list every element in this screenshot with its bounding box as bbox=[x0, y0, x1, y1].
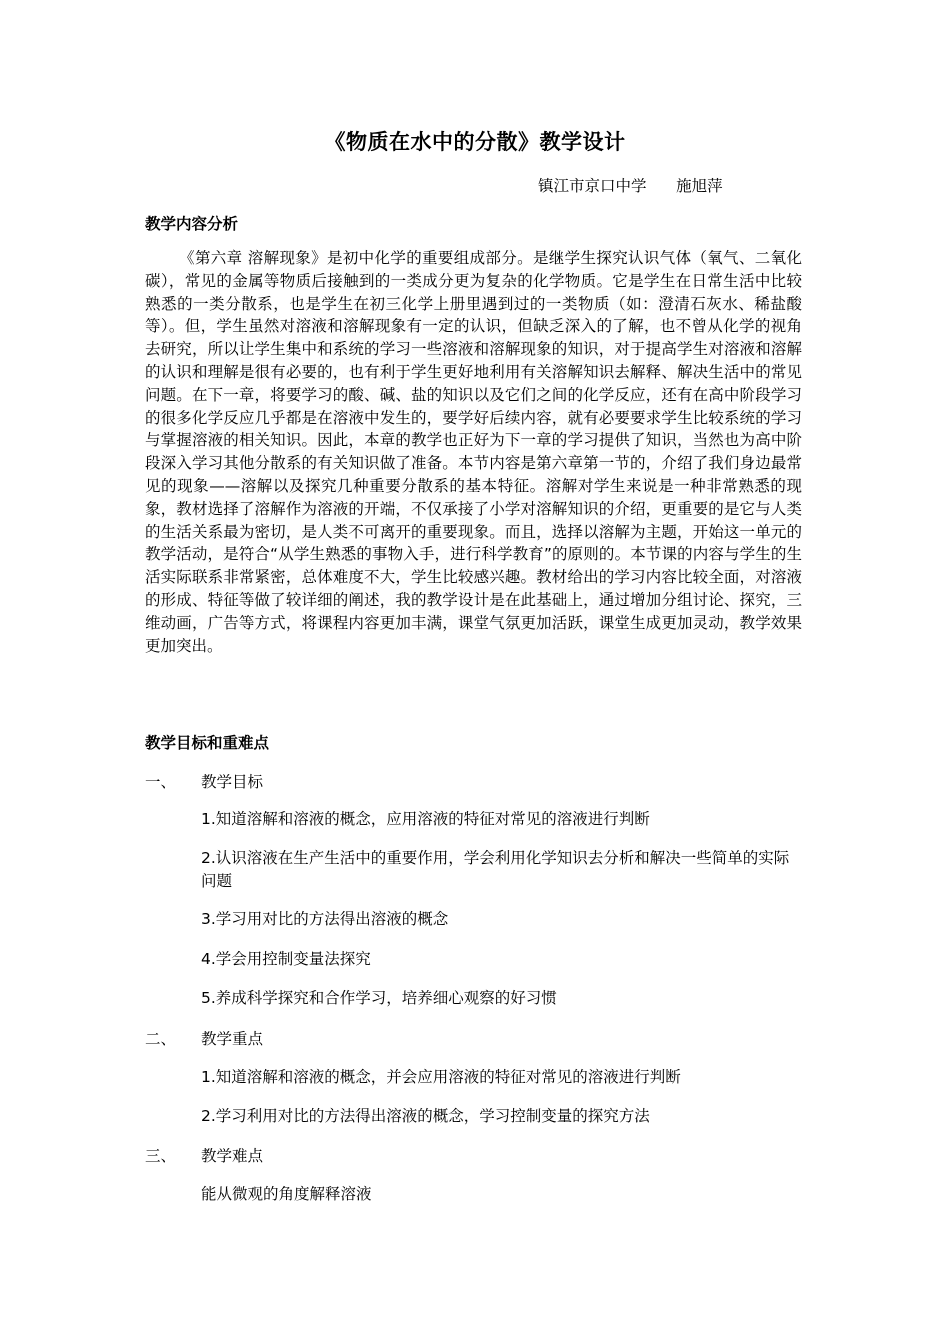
objective-item: 4.学会用控制变量法探究 bbox=[201, 950, 371, 968]
list-marker-3: 三、 bbox=[145, 1147, 177, 1165]
key-points-title: 教学重点 bbox=[201, 1030, 264, 1048]
section-heading-content-analysis: 教学内容分析 bbox=[145, 215, 239, 233]
list-marker-2: 二、 bbox=[145, 1030, 177, 1048]
difficulties-title: 教学难点 bbox=[201, 1147, 264, 1165]
objective-item: 2.认识溶液在生产生活中的重要作用，学会利用化学知识去分析和解决一些简单的实际问题 bbox=[201, 849, 790, 890]
key-point-item: 2.学习利用对比的方法得出溶液的概念，学习控制变量的探究方法 bbox=[201, 1107, 650, 1125]
objective-item: 3.学习用对比的方法得出溶液的概念 bbox=[201, 910, 449, 928]
objective-item: 1.知道溶解和溶液的概念，应用溶液的特征对常见的溶液进行判断 bbox=[201, 810, 650, 828]
author-line: 镇江市京口中学 施旭萍 bbox=[538, 177, 723, 195]
list-marker-1: 一、 bbox=[145, 773, 177, 791]
difficulty-item: 能从微观的角度解释溶液 bbox=[201, 1185, 372, 1203]
key-point-item: 1.知道溶解和溶液的概念，并会应用溶液的特征对常见的溶液进行判断 bbox=[201, 1068, 681, 1086]
objectives-title: 教学目标 bbox=[201, 773, 264, 791]
section-heading-objectives: 教学目标和重难点 bbox=[145, 734, 270, 752]
content-analysis-paragraph: 《第六章 溶解现象》是初中化学的重要组成部分。是继学生探究认识气体（氧气、二氧化碳），常见的金属等物质后接触到的一类成分更为复杂的化学物质。它是学生在日常生活中比较熟悉的一类分散系，也是学生在初三化学上册里遇到过的一类物质（如：澄清石灰水、稀盐酸等）。但，学生虽然对溶液和溶解现象有一定的认识，但缺乏深入的了解，也不曾从化学的视角去研究，所以让学生集中和系统的学习一些溶液和溶解现象的知识，对于提高学生对溶液和溶解的认识和理解是很有必要的，也有利于学生更好地利用有关溶解知识去解释、解决生活中的常见问题。在下一章，将要学习的酸、碱、盐的知识以及它们之间的化学反应，还有在高中阶段学习的很多化学反应几乎都是在溶液中发生的，要学好后续内容，就有必要要求学生比较系统的学习与掌握溶液的相关知识。因此，本章的教学也正好为下一章的学习提供了知识，当然也为高中阶段深入学习其他分散系的有关知识做了准备。本节内容是第六章第一节的，介绍了我们身边最常见的现象——溶解以及探究几种重要分散系的基本特征。溶解对学生来说是一种非常熟悉的现象，教材选择了溶解作为溶液的开端，不仅承接了小学对溶解知识的介绍，更重要的是它与人类的生活关系最为密切，是人类不可离开的重要现象。而且，选择以溶解为主题，开始这一单元的教学活动，是符合“从学生熟悉的事物入手，进行科学教育”的原则的。本节课的内容与学生的生活实际联系非常紧密，总体难度不大，学生比较感兴趣。教材给出的学习内容比较全面，对溶液的形成、特征等做了较详细的阐述，我的教学设计是在此基础上，通过增加分组讨论、探究，三维动画，广告等方式，将课程内容更加丰满，课堂气氛更加活跃，课堂生成更加灵动，教学效果更加突出。 bbox=[145, 249, 802, 655]
objective-item: 5.养成科学探究和合作学习，培养细心观察的好习惯 bbox=[201, 989, 557, 1007]
document-title: 《物质在水中的分散》教学设计 bbox=[324, 130, 626, 154]
